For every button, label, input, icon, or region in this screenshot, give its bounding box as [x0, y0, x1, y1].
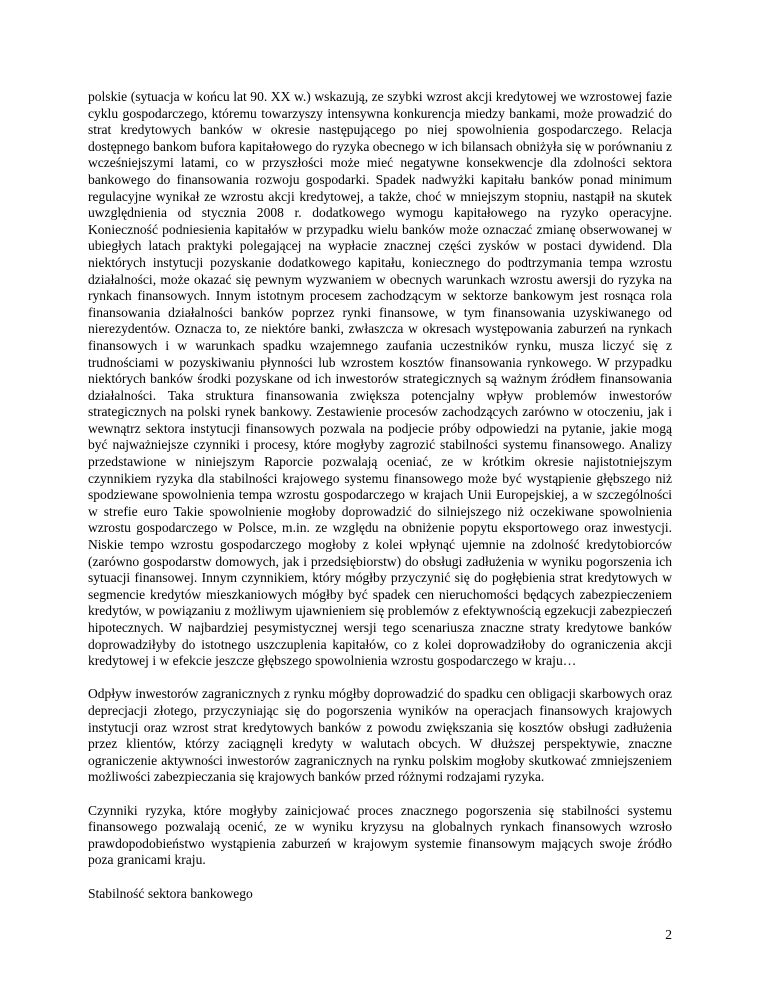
- paragraph-3: Czynniki ryzyka, które mogłyby zainicjować proces znacznego pogorszenia się stabilności systemu finansowego pozwalają ocenić, ze w wyniku kryzysu na globalnych rynkach finansowych wzrosło prawdopodobieństwo wystąpienia zaburzeń w krajowym systemie finansowym mających swoje źródło poza granicami kraju.: [88, 802, 672, 868]
- section-heading: Stabilność sektora bankowego: [88, 885, 253, 901]
- paragraph-2: Odpływ inwestorów zagranicznych z rynku mógłby doprowadzić do spadku cen obligacji skarbowych oraz deprecjacji złotego, przyczyniając się do pogorszenia wyników na operacjach finansowych krajowych instytucji oraz wzrost strat kredytowych banków z powodu zwiększania się kosztów obsługi zadłużenia przez klientów, którzy zaciągnęli kredyty w walutach obcych. W dłuższej perspektywie, znaczne ograniczenie aktywności inwestorów zagranicznych na rynku polskim mogłoby skutkować zmniejszeniem możliwości zabezpieczania się krajowych banków przed różnymi rodzajami ryzyka.: [88, 686, 672, 785]
- document-body: [88, 89, 672, 902]
- page-number: 2: [665, 927, 672, 942]
- paragraph-1: polskie (sytuacja w końcu lat 90. XX w.) wskazują, ze szybki wzrost akcji kredytowej we wzrostowej fazie cyklu gospodarczego, któremu towarzyszy intensywna konkurencja miedzy bankami, może prowadzić do strat kredytowych banków w okresie następującego po niej spowolnienia gospodarczego. Relacja dostępnego bankom bufora kapitałowego do ryzyka obecnego w ich bilansach obniżyła się w porównaniu z wcześniejszymi latami, co w przyszłości może mieć negatywne konsekwencje dla zdolności sektora bankowego do finansowania rozwoju gospodarki. Spadek nadwyżki kapitału banków ponad minimum regulacyjne wynikał ze wzrostu akcji kredytowej, a także, choć w mniejszym stopniu, nastąpił na skutek uwzględnienia od stycznia 2008 r. dodatkowego wymogu kapitałowego na ryzyko operacyjne. Konieczność podniesienia kapitałów w przypadku wielu banków może oznaczać zmianę obserwowanej w ubiegłych latach praktyki polegającej na wypłacie znacznej części zysków w postaci dywidend. Dla niektórych instytucji pozyskanie dodatkowego kapitału, koniecznego do podtrzymania tempa wzrostu działalności, może okazać się pewnym wyzwaniem w obecnych warunkach wzrostu awersji do ryzyka na rynkach finansowych. Innym istotnym procesem zachodzącym w sektorze bankowym jest rosnąca rola finansowania działalności banków poprzez rynki finansowe, w tym finansowania uzyskiwanego od nierezydentów. Oznacza to, ze niektóre banki, zwłaszcza w okresach występowania zaburzeń na rynkach finansowych i w warunkach spadku wzajemnego zaufania uczestników rynku, musza liczyć się z trudnościami w pozyskiwaniu płynności lub wzrostem kosztów finansowania rynkowego. W przypadku niektórych banków środki pozyskane od ich inwestorów strategicznych są ważnym źródłem finansowania działalności. Taka struktura finansowania zwiększa potencjalny wpływ problemów inwestorów strategicznych na polski rynek bankowy. Zestawienie procesów zachodzących zarówno w otoczeniu, jak i wewnątrz sektora instytucji finansowych pozwala na podjecie próby odpowiedzi na pytanie, jakie mogą być najważniejsze czynniki i procesy, które mogłyby zagrozić stabilności systemu finansowego. Analizy przedstawione w niniejszym Raporcie pozwalają oceniać, ze w krótkim okresie najistotniejszym czynnikiem ryzyka dla stabilności krajowego systemu finansowego może być wystąpienie głębszego niż spodziewane spowolnienia tempa wzrostu gospodarczego w krajach Unii Europejskiej, a w szczególności w strefie euro Takie spowolnienie mogłoby doprowadzić do silniejszego niż oczekiwane spowolnienia wzrostu gospodarczego w Polsce, m.in. ze względu na obniżenie popytu eksportowego oraz inwestycji. Niskie tempo wzrostu gospodarczego mogłoby z kolei wpłynąć ujemnie na zdolność kredytobiorców (zarówno gospodarstw domowych, jak i przedsiębiorstw) do obsługi zadłużenia w wyniku pogorszenia ich sytuacji finansowej. Innym czynnikiem, który mógłby przyczynić się do pogłębienia strat kredytowych w segmencie kredytów mieszkaniowych mógłby być spadek cen nieruchomości będących zabezpieczeniem kredytów, w powiązaniu z możliwym ujawnieniem się problemów z efektywnością egzekucji zabezpieczeń hipotecznych. W najbardziej pesymistycznej wersji tego scenariusza znaczne straty kredytowe banków doprowadziłyby do istotnego uszczuplenia kapitałów, co z kolei doprowadziłoby do ograniczenia akcji kredytowej i w efekcie jeszcze głębszego spowolnienia wzrostu gospodarczego w kraju…: [88, 89, 672, 669]
